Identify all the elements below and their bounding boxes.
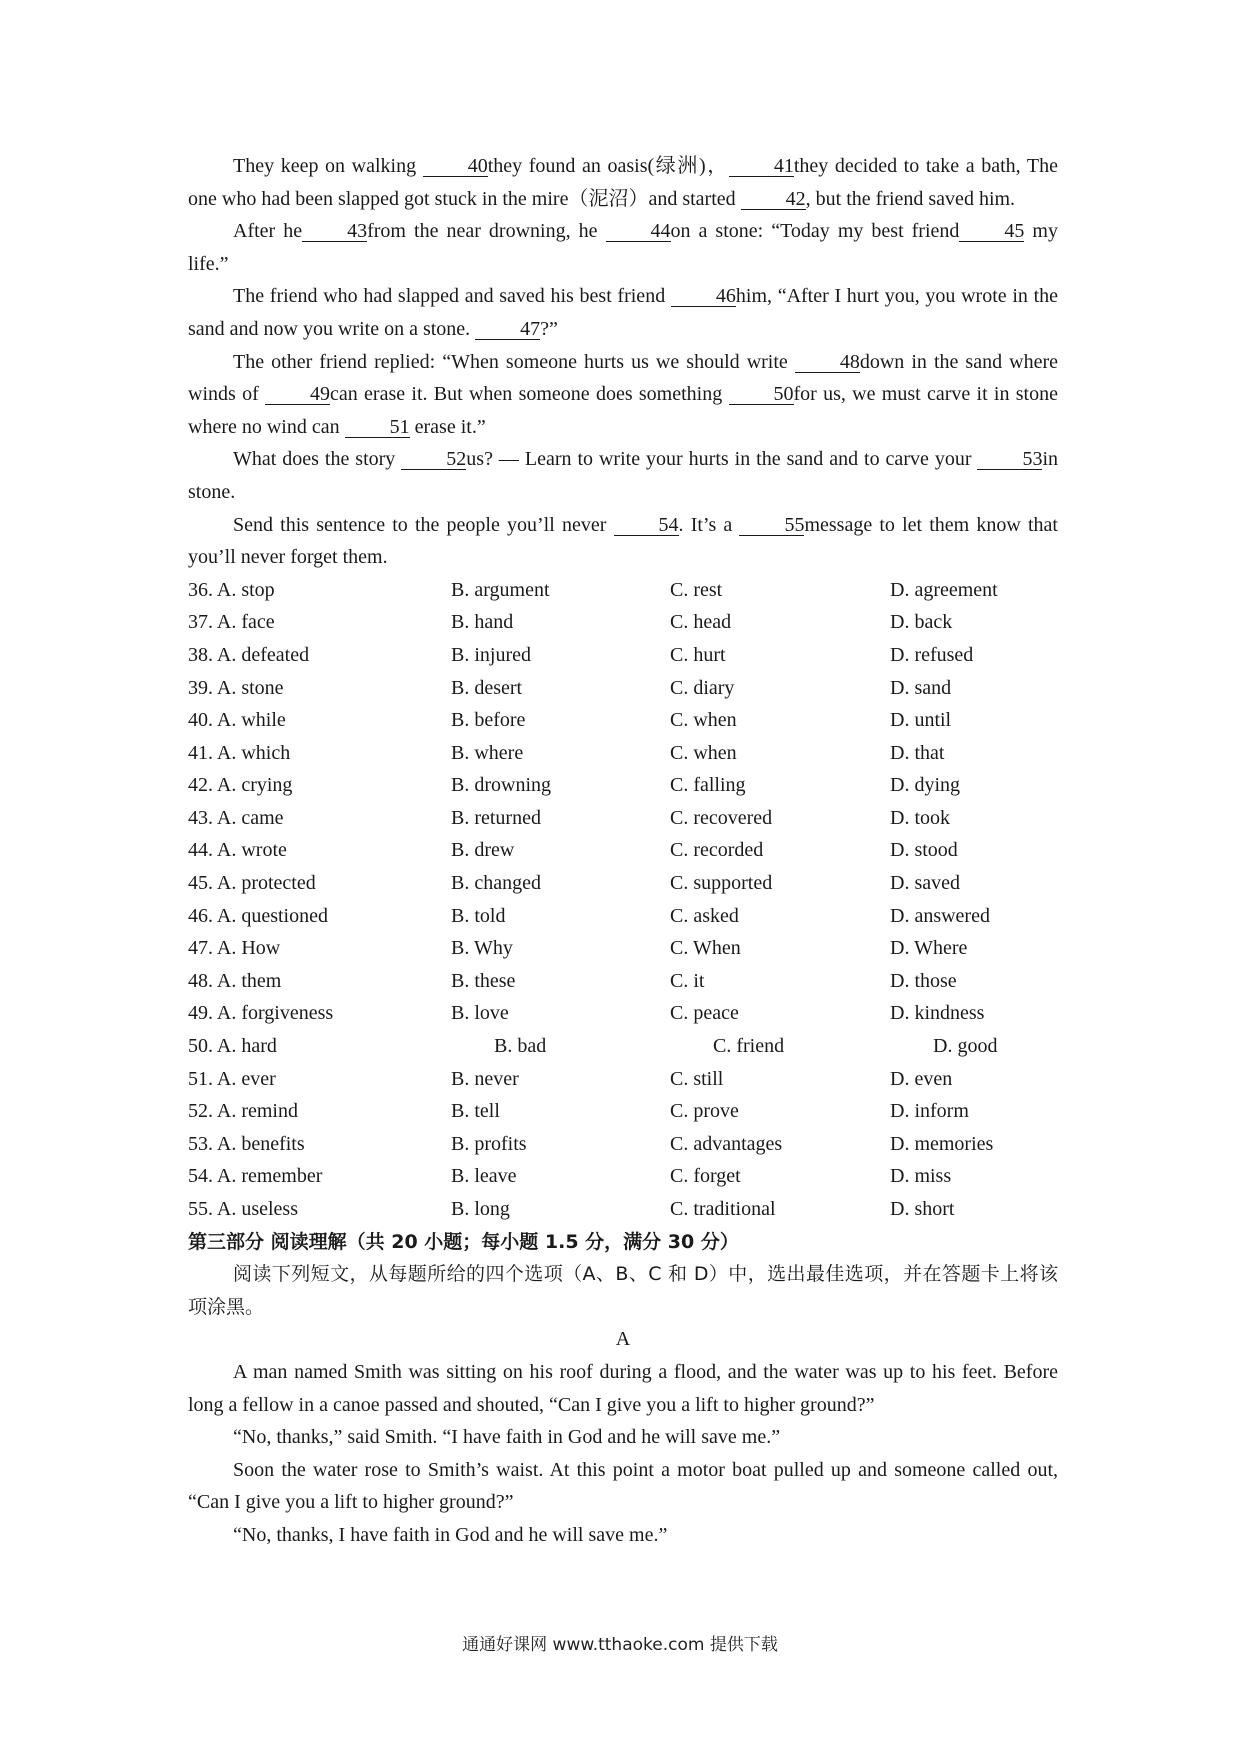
option-a: 55. A. useless — [188, 1198, 298, 1220]
blank-47: 47 — [475, 319, 540, 340]
option-d: D. sand — [890, 676, 952, 699]
option-c: C. traditional — [670, 1198, 776, 1220]
blank-53: 53 — [977, 449, 1042, 470]
reading-paragraph-4: “No, thanks, I have faith in God and he will save me.” — [233, 1523, 668, 1546]
text: for us, we must carve it in stone where no wind can — [188, 383, 1058, 438]
option-b: B. injured — [451, 643, 531, 666]
option-d: D. kindness — [890, 1002, 985, 1025]
option-d: D. saved — [890, 872, 960, 895]
option-row-52 — [188, 1095, 1058, 1128]
text: they found an oasis(绿洲)， — [487, 155, 729, 177]
option-d: D. good — [933, 1035, 998, 1058]
option-row-49 — [188, 997, 1058, 1030]
option-b: B. argument — [451, 578, 550, 601]
text: him, “After I hurt you, you wrote in the sand and now you write on a stone. — [188, 285, 1058, 340]
text: . It’s a — [678, 513, 740, 536]
option-row-55 — [188, 1193, 1058, 1226]
blank-40: 40 — [423, 156, 488, 177]
option-d: D. stood — [890, 839, 958, 862]
option-c: C. When — [670, 937, 741, 960]
option-c: C. forget — [670, 1165, 741, 1188]
option-d: D. memories — [890, 1132, 994, 1155]
option-row-42 — [188, 769, 1058, 802]
passage-paragraph-6 — [188, 509, 1058, 574]
option-c: C. when — [670, 741, 737, 764]
text: They keep on walking — [233, 155, 423, 177]
option-d: D. until — [890, 709, 952, 732]
section-title: 第三部分 阅读理解（共 20 小题；每小题 1.5 分，满分 30 分） — [188, 1230, 739, 1253]
option-row-37 — [188, 606, 1058, 639]
option-c: C. rest — [670, 578, 723, 601]
option-a: 50. A. hard — [188, 1035, 277, 1058]
blank-42: 42 — [741, 189, 806, 210]
option-c: C. it — [670, 969, 705, 992]
option-d: D. those — [890, 969, 957, 992]
passage-paragraph-1 — [188, 150, 1058, 215]
option-b: B. hand — [451, 611, 514, 634]
option-c: C. still — [670, 1067, 724, 1090]
option-row-50 — [188, 1030, 1058, 1063]
blank-41: 41 — [729, 156, 794, 177]
option-c: C. peace — [670, 1002, 739, 1025]
option-row-38 — [188, 639, 1058, 672]
option-c: C. falling — [670, 774, 746, 797]
option-row-53 — [188, 1128, 1058, 1161]
blank-49: 49 — [265, 384, 330, 405]
option-d: D. agreement — [890, 578, 998, 601]
option-c: C. when — [670, 709, 737, 732]
option-b: B. bad — [494, 1035, 547, 1058]
option-b: B. long — [451, 1198, 510, 1220]
option-a: 44. A. wrote — [188, 839, 287, 862]
option-row-45 — [188, 867, 1058, 900]
option-a: 40. A. while — [188, 709, 286, 732]
passage-label: A — [615, 1328, 631, 1351]
option-c: C. asked — [670, 904, 739, 927]
option-a: 46. A. questioned — [188, 904, 328, 927]
text: us? — Learn to write your hurts in the sand and to carve your — [466, 448, 978, 471]
option-d: D. dying — [890, 774, 960, 797]
option-row-39 — [188, 672, 1058, 705]
option-b: B. told — [451, 904, 506, 927]
option-c: C. hurt — [670, 643, 726, 666]
text: , but the friend saved him. — [805, 187, 1016, 210]
option-b: B. where — [451, 741, 524, 764]
text: on a stone: “Today my best friend — [670, 220, 960, 243]
passage-paragraph-5 — [188, 443, 1058, 508]
option-row-47 — [188, 932, 1058, 965]
option-a: 48. A. them — [188, 969, 282, 992]
option-d: D. inform — [890, 1100, 969, 1123]
option-d: D. answered — [890, 904, 990, 927]
option-a: 38. A. defeated — [188, 643, 310, 666]
blank-52: 52 — [401, 449, 466, 470]
blank-46: 46 — [671, 286, 736, 307]
passage-paragraph-3 — [188, 280, 1058, 345]
text: my life.” — [188, 220, 1058, 275]
option-c: C. diary — [670, 676, 735, 699]
text: The friend who had slapped and saved his best friend — [233, 285, 671, 308]
reading-paragraph-1: A man named Smith was sitting on his roof during a flood, and the water was up to his feet. Before long a fellow in a canoe passed and shouted, “Can I give you a lift to higher ground?” — [188, 1360, 1058, 1416]
exam-content — [188, 150, 1058, 1552]
options-list — [188, 574, 1058, 1226]
option-b: B. love — [451, 1002, 509, 1025]
option-c: C. prove — [670, 1100, 739, 1123]
option-d: D. even — [890, 1067, 953, 1090]
blank-44: 44 — [606, 221, 671, 242]
option-b: B. profits — [451, 1132, 527, 1155]
option-c: C. head — [670, 611, 732, 634]
option-a: 39. A. stone — [188, 676, 284, 699]
option-row-43 — [188, 802, 1058, 835]
option-c: C. recorded — [670, 839, 764, 862]
text: from the near drowning, he — [367, 220, 606, 243]
option-a: 41. A. which — [188, 741, 291, 764]
reading-paragraph-2: “No, thanks,” said Smith. “I have faith in God and he will save me.” — [233, 1426, 781, 1449]
option-c: C. advantages — [670, 1132, 783, 1155]
blank-55: 55 — [739, 515, 804, 536]
option-row-46 — [188, 900, 1058, 933]
option-c: C. supported — [670, 872, 773, 895]
option-d: D. took — [890, 806, 950, 829]
option-b: B. Why — [451, 937, 513, 960]
option-row-36 — [188, 574, 1058, 607]
option-row-41 — [188, 737, 1058, 770]
blank-48: 48 — [795, 352, 860, 373]
option-a: 42. A. crying — [188, 774, 293, 797]
option-row-44 — [188, 834, 1058, 867]
option-b: B. returned — [451, 806, 541, 829]
blank-54: 54 — [614, 515, 679, 536]
blank-51: 51 — [345, 417, 410, 438]
option-d: D. short — [890, 1198, 955, 1220]
option-b: B. these — [451, 969, 516, 992]
option-row-54 — [188, 1160, 1058, 1193]
option-b: B. drowning — [451, 774, 551, 797]
passage-paragraph-4 — [188, 346, 1058, 444]
text: The other friend replied: “When someone hurts us we should write — [233, 350, 795, 373]
option-a: 54. A. remember — [188, 1165, 323, 1188]
text: message to let them know that you’ll never forget them. — [188, 513, 1058, 569]
option-b: B. leave — [451, 1165, 517, 1188]
text: Send this sentence to the people you’ll never — [233, 513, 614, 536]
text: What does the story — [233, 448, 402, 471]
option-row-51 — [188, 1063, 1058, 1096]
option-d: D. that — [890, 741, 945, 764]
option-b: B. never — [451, 1067, 519, 1090]
text: ?” — [540, 317, 558, 340]
option-c: C. recovered — [670, 806, 773, 829]
option-d: D. miss — [890, 1165, 952, 1188]
option-d: D. Where — [890, 937, 968, 960]
text: in stone. — [188, 448, 1059, 503]
text: can erase it. But when someone does something — [330, 383, 729, 406]
text: down in the sand where winds of — [188, 350, 1058, 406]
option-a: 47. A. How — [188, 937, 281, 960]
option-b: B. before — [451, 709, 526, 732]
option-a: 51. A. ever — [188, 1067, 276, 1090]
reading-paragraph-3: Soon the water rose to Smith’s waist. At this point a motor boat pulled up and someone called out, “Can I give you a lift to higher ground?” — [188, 1458, 1058, 1514]
option-d: D. refused — [890, 643, 974, 666]
blank-50: 50 — [729, 384, 794, 405]
option-b: B. desert — [451, 676, 523, 699]
option-a: 45. A. protected — [188, 872, 316, 895]
option-c: C. friend — [713, 1035, 785, 1058]
page-footer: 通通好课网 www.tthaoke.com 提供下载 — [462, 1635, 778, 1655]
option-a: 53. A. benefits — [188, 1132, 305, 1155]
section-instruction: 阅读下列短文，从每题所给的四个选项（A、B、C 和 D）中，选出最佳选项，并在答题卡上将该项涂黑。 — [188, 1263, 1058, 1318]
option-row-48 — [188, 965, 1058, 998]
text: erase it.” — [409, 415, 486, 438]
option-a: 52. A. remind — [188, 1100, 298, 1123]
option-a: 36. A. stop — [188, 578, 275, 601]
option-b: B. changed — [451, 872, 541, 895]
text: After he — [233, 220, 303, 243]
option-a: 43. A. came — [188, 806, 284, 829]
passage-paragraph-2 — [188, 215, 1058, 280]
text: they decided to take a bath, The one who had been slapped got stuck in the mire（泥沼）and started — [188, 155, 1059, 210]
option-a: 37. A. face — [188, 611, 275, 634]
option-a: 49. A. forgiveness — [188, 1002, 334, 1025]
option-b: B. tell — [451, 1100, 500, 1123]
option-d: D. back — [890, 611, 953, 634]
option-row-40 — [188, 704, 1058, 737]
option-b: B. drew — [451, 839, 515, 862]
blank-45: 45 — [959, 221, 1024, 242]
blank-43: 43 — [302, 221, 367, 242]
